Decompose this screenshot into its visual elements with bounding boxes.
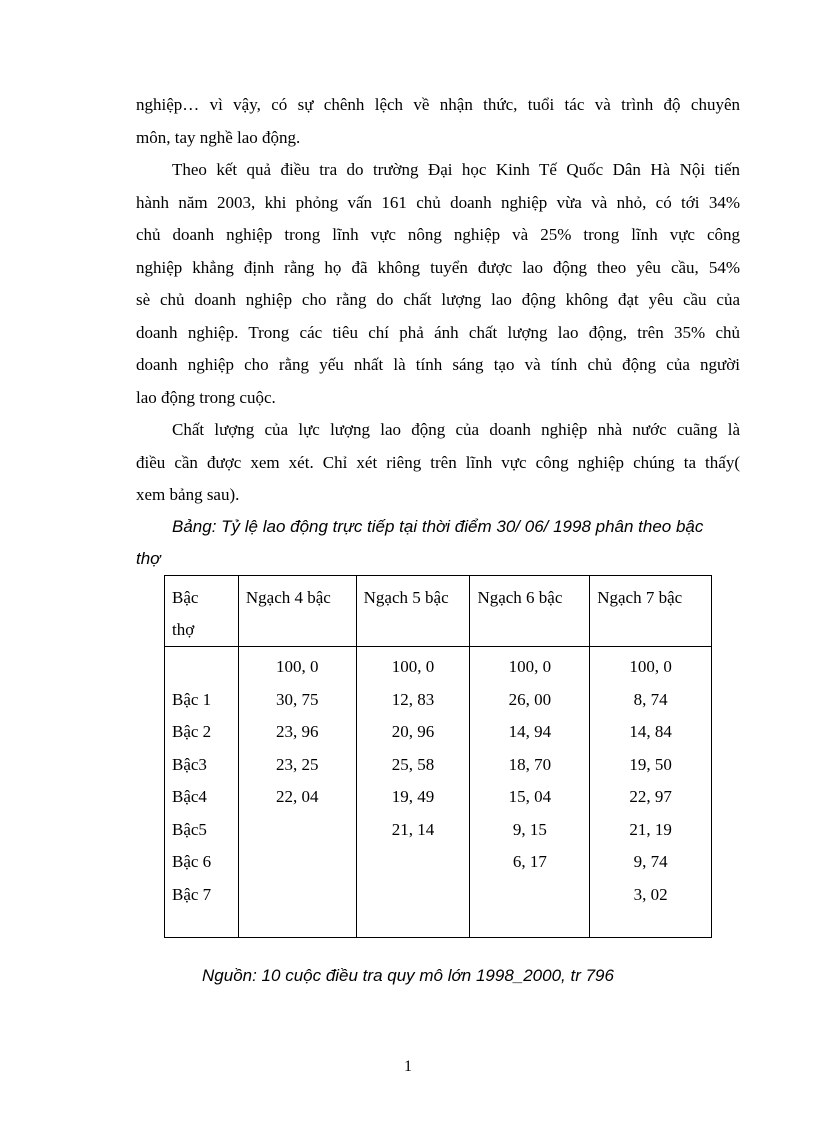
row-label: Bậc 7 bbox=[172, 884, 212, 904]
column-ngach-4 bbox=[238, 647, 356, 938]
skill-level-table bbox=[164, 575, 712, 938]
table-cell: 22, 04 bbox=[276, 787, 319, 806]
paragraph-line: Theo kết quả điều tra do trường Đại học Kinh Tế Quốc Dân Hà Nội tiến bbox=[172, 160, 740, 179]
table-cell: 22, 97 bbox=[629, 787, 672, 806]
table-body-row bbox=[165, 647, 712, 938]
table-cell: 14, 94 bbox=[508, 722, 552, 741]
row-label: Bậc 2 bbox=[172, 722, 212, 741]
table-cell: 18, 70 bbox=[508, 754, 552, 774]
table-cell: 8, 74 bbox=[633, 689, 668, 709]
table-cell bbox=[357, 879, 470, 912]
header-ngach-5: Ngạch 5 bậc bbox=[356, 576, 470, 647]
table-cell bbox=[239, 814, 356, 847]
table-cell: 23, 96 bbox=[276, 722, 319, 741]
table-cell: 12, 83 bbox=[391, 689, 435, 709]
paragraph-1 bbox=[136, 89, 740, 154]
caption-line: thợ bbox=[136, 549, 161, 568]
table-cell: 9, 74 bbox=[633, 852, 668, 871]
column-ngach-5 bbox=[356, 647, 470, 938]
paragraph-line: doanh nghiệp. Trong các tiêu chí phả ánh chất lượng lao động, trên 35% chủ bbox=[136, 322, 740, 342]
caption-line: Bảng: Tỷ lệ lao động trực tiếp tại thời điểm 30/ 06/ 1998 phân theo bậc bbox=[172, 517, 704, 536]
column-ngach-7 bbox=[590, 647, 712, 938]
paragraph-line: sè chủ doanh nghiệp cho rằng do chất lượng lao động không đạt yêu cầu của bbox=[136, 290, 740, 309]
paragraph-3 bbox=[136, 414, 740, 512]
table-cell bbox=[239, 879, 356, 912]
table-cell: 3, 02 bbox=[633, 884, 668, 904]
row-label: Bậc5 bbox=[172, 819, 207, 839]
header-bac-tho bbox=[165, 576, 239, 647]
table-cell: 15, 04 bbox=[508, 787, 552, 806]
row-label bbox=[165, 651, 238, 684]
table-cell: 30, 75 bbox=[276, 689, 319, 709]
table-cell: 100, 0 bbox=[276, 657, 319, 676]
row-label: Bậc3 bbox=[172, 754, 207, 774]
table-cell: 100, 0 bbox=[391, 657, 435, 676]
header-ngach-7: Ngạch 7 bậc bbox=[590, 576, 712, 647]
paragraph-line: điều cần được xem xét. Chỉ xét riêng trên lĩnh vực công nghiệp chúng ta thấy( bbox=[136, 452, 740, 472]
header-ngach-6: Ngạch 6 bậc bbox=[470, 576, 590, 647]
table-cell: 19, 50 bbox=[629, 754, 672, 774]
table-cell bbox=[470, 879, 589, 912]
header-label-line: Bậc bbox=[172, 588, 199, 607]
table-cell: 23, 25 bbox=[276, 754, 319, 774]
table-cell: 25, 58 bbox=[391, 754, 435, 774]
table-cell: 21, 14 bbox=[391, 819, 435, 839]
table-cell bbox=[357, 846, 470, 879]
table-caption bbox=[136, 511, 740, 575]
table-cell: 20, 96 bbox=[391, 722, 435, 741]
row-label: Bậc 1 bbox=[172, 689, 212, 709]
table-cell: 19, 49 bbox=[391, 787, 435, 806]
paragraph-line: Chất lượng của lực lượng lao động của doanh nghiệp nhà nước cuãng là bbox=[172, 420, 740, 439]
table-cell bbox=[239, 846, 356, 879]
paragraph-line: nghiệp… vì vậy, có sự chênh lệch về nhận thức, tuổi tác và trình độ chuyên bbox=[136, 95, 740, 114]
paragraph-line: môn, tay nghề lao động. bbox=[136, 127, 301, 147]
paragraph-line: hành năm 2003, khi phỏng vấn 161 chủ doanh nghiệp vừa và nhỏ, có tới 34% bbox=[136, 192, 740, 212]
table-cell: 100, 0 bbox=[508, 657, 552, 676]
table-source-note: Nguồn: 10 cuộc điều tra quy mô lớn 1998_2000, tr 796 bbox=[202, 966, 614, 985]
header-ngach-4: Ngạch 4 bậc bbox=[238, 576, 356, 647]
paragraph-line: xem bảng sau). bbox=[136, 485, 240, 504]
table-cell: 14, 84 bbox=[629, 722, 672, 741]
table-cell: 9, 15 bbox=[512, 819, 547, 839]
page-number: 1 bbox=[404, 1058, 412, 1075]
table-cell: 26, 00 bbox=[508, 689, 552, 709]
table-cell: 21, 19 bbox=[629, 819, 672, 839]
column-ngach-6 bbox=[470, 647, 590, 938]
paragraph-line: doanh nghiệp cho rằng yếu nhất là tính sáng tạo và tính chủ động của người bbox=[136, 355, 740, 374]
paragraph-line: chủ doanh nghiệp trong lĩnh vực nông nghiệp và 25% trong lĩnh vực công bbox=[136, 225, 740, 244]
table-cell: 6, 17 bbox=[512, 852, 547, 871]
table-cell: 100, 0 bbox=[629, 657, 672, 676]
column-labels bbox=[165, 647, 239, 938]
paragraph-line: lao động trong cuộc. bbox=[136, 387, 276, 407]
header-label-line: thợ bbox=[172, 620, 195, 639]
paragraph-line: nghiệp khẳng định rằng họ đã không tuyển được lao động theo yêu cầu, 54% bbox=[136, 257, 740, 277]
row-label: Bậc4 bbox=[172, 787, 207, 806]
paragraph-2 bbox=[136, 154, 740, 414]
table-header-row bbox=[165, 576, 712, 647]
row-label: Bậc 6 bbox=[172, 852, 212, 871]
